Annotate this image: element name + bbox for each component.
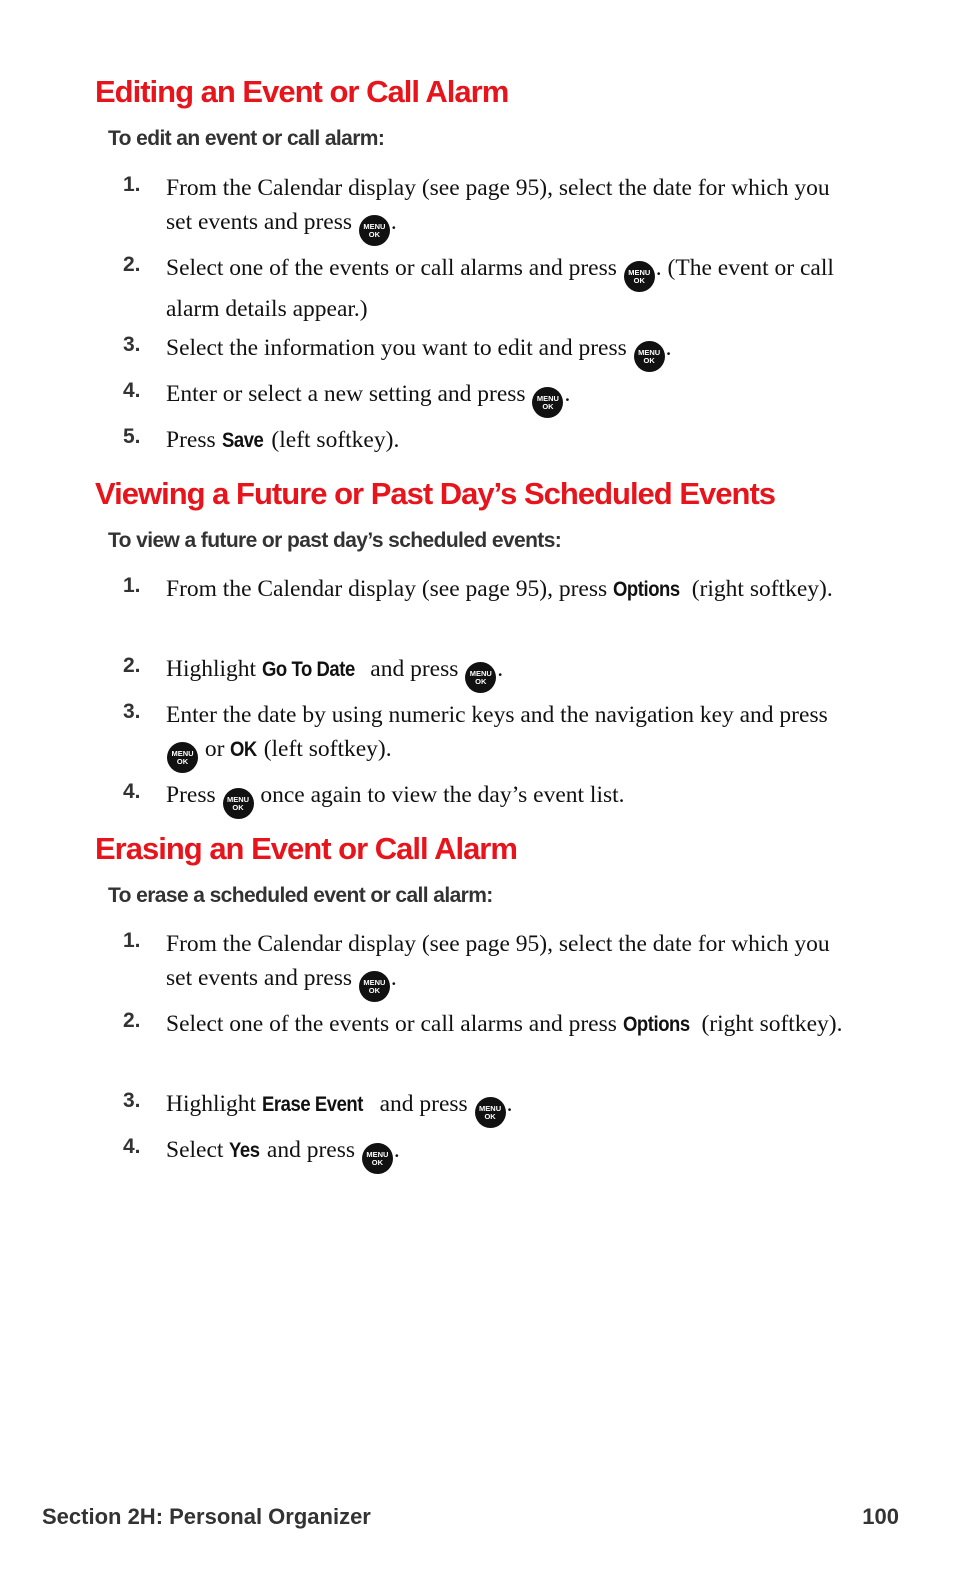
step-text: Enter the date by using numeric keys and the navigation key and press MENU OK or OK (left softkey). (166, 698, 856, 773)
option-label-yes: Yes (229, 1139, 260, 1162)
menu-label-erase-event: Erase Event (261, 1093, 363, 1116)
step-text: Select one of the events or call alarms and press Options (right softkey). (166, 1007, 856, 1042)
section-heading-viewing: Viewing a Future or Past Day’s Scheduled Events (95, 476, 776, 511)
step-number: 3. (123, 333, 141, 356)
step-text: From the Calendar display (see page 95), select the date for which you set events and press MENU OK . (166, 927, 856, 1002)
step-number: 3. (123, 1089, 141, 1112)
step-number: 1. (123, 929, 141, 952)
menu-ok-key-icon: MENU OK (362, 1143, 393, 1174)
step-number: 4. (123, 780, 141, 803)
step-number: 3. (123, 700, 141, 723)
softkey-label-ok: OK (230, 738, 258, 761)
menu-ok-key-icon: MENU OK (475, 1097, 506, 1128)
menu-ok-key-icon: MENU OK (624, 261, 655, 292)
softkey-label-options: Options (622, 1013, 690, 1036)
step-number: 2. (123, 1009, 141, 1032)
menu-ok-key-icon: MENU OK (532, 387, 563, 418)
menu-ok-key-icon: MENU OK (634, 341, 665, 372)
section-heading-editing: Editing an Event or Call Alarm (95, 74, 509, 109)
footer-section-title: Section 2H: Personal Organizer (42, 1504, 371, 1529)
step-text: From the Calendar display (see page 95), select the date for which you set events and press MENU OK . (166, 171, 856, 246)
step-number: 4. (123, 379, 141, 402)
step-text: From the Calendar display (see page 95), press Options (right softkey). (166, 572, 856, 607)
section-lead-erasing: To erase a scheduled event or call alarm: (108, 884, 493, 907)
step-number: 1. (123, 574, 141, 597)
section-lead-viewing: To view a future or past day’s scheduled events: (108, 529, 562, 552)
step-text: Highlight Erase Event and press MENU OK . (166, 1087, 856, 1128)
step-number: 5. (123, 425, 141, 448)
step-number: 4. (123, 1135, 141, 1158)
section-lead-editing: To edit an event or call alarm: (108, 127, 385, 150)
menu-label-go-to-date: Go To Date (261, 658, 355, 681)
menu-ok-key-icon: MENU OK (359, 971, 390, 1002)
menu-ok-key-icon: MENU OK (359, 215, 390, 246)
section-heading-erasing: Erasing an Event or Call Alarm (95, 831, 517, 866)
softkey-label-options: Options (613, 578, 680, 601)
menu-ok-key-icon: MENU OK (167, 742, 198, 773)
step-number: 2. (123, 654, 141, 677)
step-text: Press MENU OK once again to view the day’s event list. (166, 778, 856, 819)
step-text: Press Save (left softkey). (166, 423, 856, 458)
step-number: 1. (123, 173, 141, 196)
menu-ok-key-icon: MENU OK (465, 662, 496, 693)
footer-page-number: 100 (862, 1504, 899, 1529)
menu-ok-key-icon: MENU OK (223, 788, 254, 819)
step-text: Select one of the events or call alarms and press MENU OK . (The event or call alarm details appear.) (166, 255, 834, 322)
step-text: Select Yes and press MENU OK . (166, 1133, 856, 1174)
step-text: Select the information you want to edit and press MENU OK . (166, 331, 856, 372)
softkey-label-save: Save (221, 429, 263, 452)
step-text: Highlight Go To Date and press MENU OK . (166, 652, 856, 693)
step-number: 2. (123, 253, 141, 276)
step-text: Enter or select a new setting and press MENU OK . (166, 377, 856, 418)
